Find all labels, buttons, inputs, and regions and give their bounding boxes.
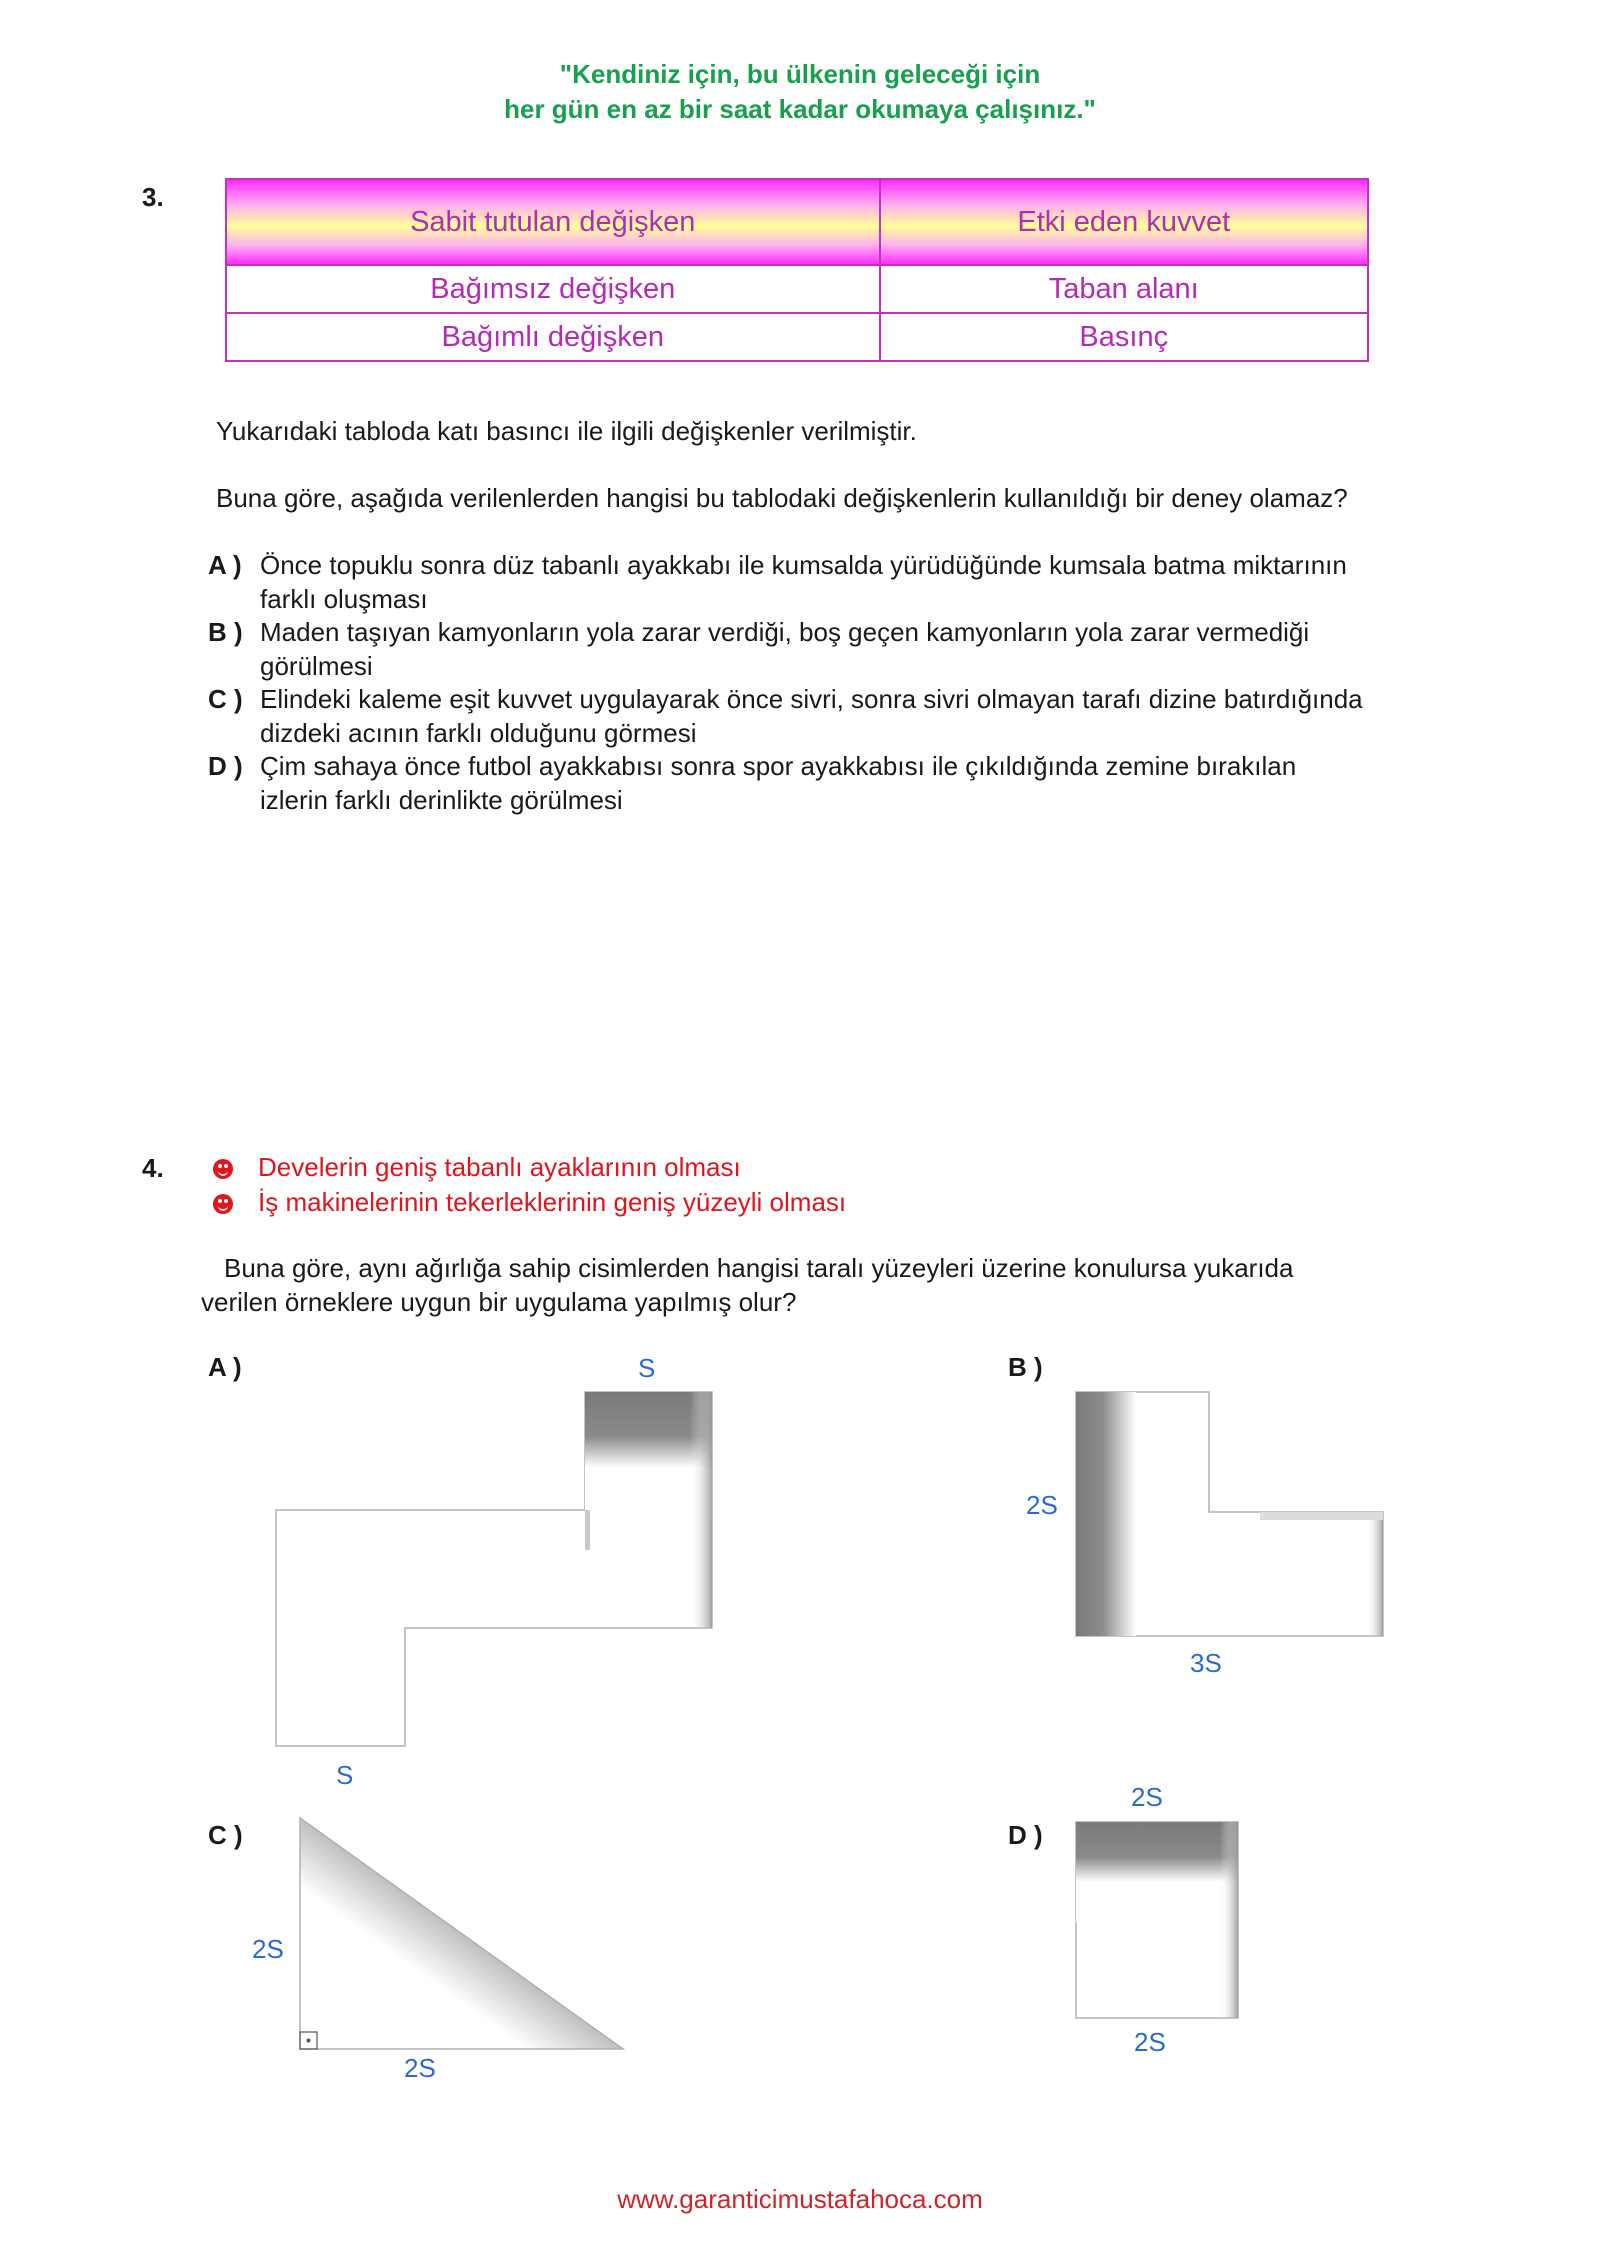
shape-a[interactable]	[276, 1392, 712, 1746]
shape-b-left-dimension: 2S	[1026, 1490, 1058, 1520]
example-2: İş makinelerinin tekerleklerinin geniş yüzeyli olması	[258, 1187, 847, 1217]
shape-d-edge-shade	[1220, 1822, 1238, 2018]
shape-option-c-label[interactable]: C )	[208, 1820, 243, 1850]
shape-c-bottom-dimension: 2S	[404, 2053, 436, 2083]
shape-a-edge-shade	[585, 1510, 590, 1550]
quote-line-2: her gün en az bir saat kadar okumaya çalışınız."	[504, 94, 1096, 124]
shape-d-shaded-face	[1076, 1822, 1238, 1922]
option-text-line-1: Önce topuklu sonra düz tabanlı ayakkabı ile kumsalda yürüdüğünde kumsala batma miktarının	[260, 550, 1347, 580]
question-4-text-line-2: verilen örneklere uygun bir uygulama yapılmış olur?	[201, 1287, 797, 1317]
shape-option-a-label[interactable]: A )	[208, 1352, 242, 1382]
footer-link[interactable]: www.garanticimustafahoca.com	[617, 2184, 983, 2214]
shape-b-edge-shade	[1366, 1512, 1383, 1636]
table-cell: Basınç	[880, 313, 1368, 361]
shape-c-triangle	[300, 1818, 623, 2049]
shape-a-bottom-dimension: S	[336, 1760, 354, 1790]
option-text-line-2: görülmesi	[260, 651, 373, 681]
shape-a-top-dimension: S	[638, 1353, 656, 1383]
example-1: Develerin geniş tabanlı ayaklarının olması	[258, 1152, 741, 1182]
shape-b-edge-shade	[1260, 1512, 1383, 1520]
shape-d-bottom-dimension: 2S	[1134, 2027, 1166, 2057]
option-label: D )	[208, 751, 243, 781]
option-text-line-1: Elindeki kaleme eşit kuvvet uygulayarak önce sivri, sonra sivri olmayan tarafı dizine batırdığında	[260, 684, 1363, 714]
question-3-number: 3.	[142, 182, 164, 212]
shape-b[interactable]	[1076, 1392, 1383, 1636]
quote-line-1: "Kendiniz için, bu ülkenin geleceği için	[559, 59, 1041, 89]
shape-b-shaded-face	[1076, 1392, 1136, 1636]
shape-d[interactable]	[1076, 1822, 1238, 2018]
question-3-text: Buna göre, aşağıda verilenlerden hangisi bu tablodaki değişkenlerin kullanıldığı bir deney olamaz?	[216, 483, 1348, 513]
option-text-line-2: izlerin farklı derinlikte görülmesi	[260, 785, 623, 815]
table-cell: Taban alanı	[880, 265, 1368, 313]
question-3-intro: Yukarıdaki tabloda katı basıncı ile ilgili değişkenler verilmiştir.	[216, 416, 917, 446]
shape-option-d-label[interactable]: D )	[1008, 1820, 1043, 1850]
table-cell: Sabit tutulan değişken	[226, 179, 880, 265]
shape-b-bottom-dimension: 3S	[1190, 1648, 1222, 1678]
table-cell: Etki eden kuvvet	[880, 179, 1368, 265]
option-text-line-2: dizdeki acının farklı olduğunu görmesi	[260, 718, 697, 748]
shape-option-b-label[interactable]: B )	[1008, 1352, 1043, 1382]
shape-c-left-dimension: 2S	[252, 1934, 284, 1964]
table-cell: Bağımlı değişken	[226, 313, 880, 361]
shape-d-top-dimension: 2S	[1131, 1782, 1163, 1812]
shape-c[interactable]	[300, 1818, 623, 2049]
option-label: C )	[208, 684, 243, 714]
question-4-number: 4.	[142, 1153, 164, 1183]
table-cell: Bağımsız değişken	[226, 265, 880, 313]
option-label: A )	[208, 550, 242, 580]
option-text-line-2: farklı oluşması	[260, 584, 428, 614]
option-label: B )	[208, 617, 243, 647]
question-4-text-line-1: Buna göre, aynı ağırlığa sahip cisimlerden hangisi taralı yüzeyleri üzerine konulursa yukarıda	[224, 1253, 1294, 1283]
right-angle-dot-icon	[307, 2039, 311, 2043]
option-text-line-1: Maden taşıyan kamyonların yola zarar verdiği, boş geçen kamyonların yola zarar vermediği	[260, 617, 1310, 647]
shape-a-edge-shade	[690, 1392, 712, 1628]
option-text-line-1: Çim sahaya önce futbol ayakkabısı sonra spor ayakkabısı ile çıkıldığında zemine bırakılan	[260, 751, 1297, 781]
